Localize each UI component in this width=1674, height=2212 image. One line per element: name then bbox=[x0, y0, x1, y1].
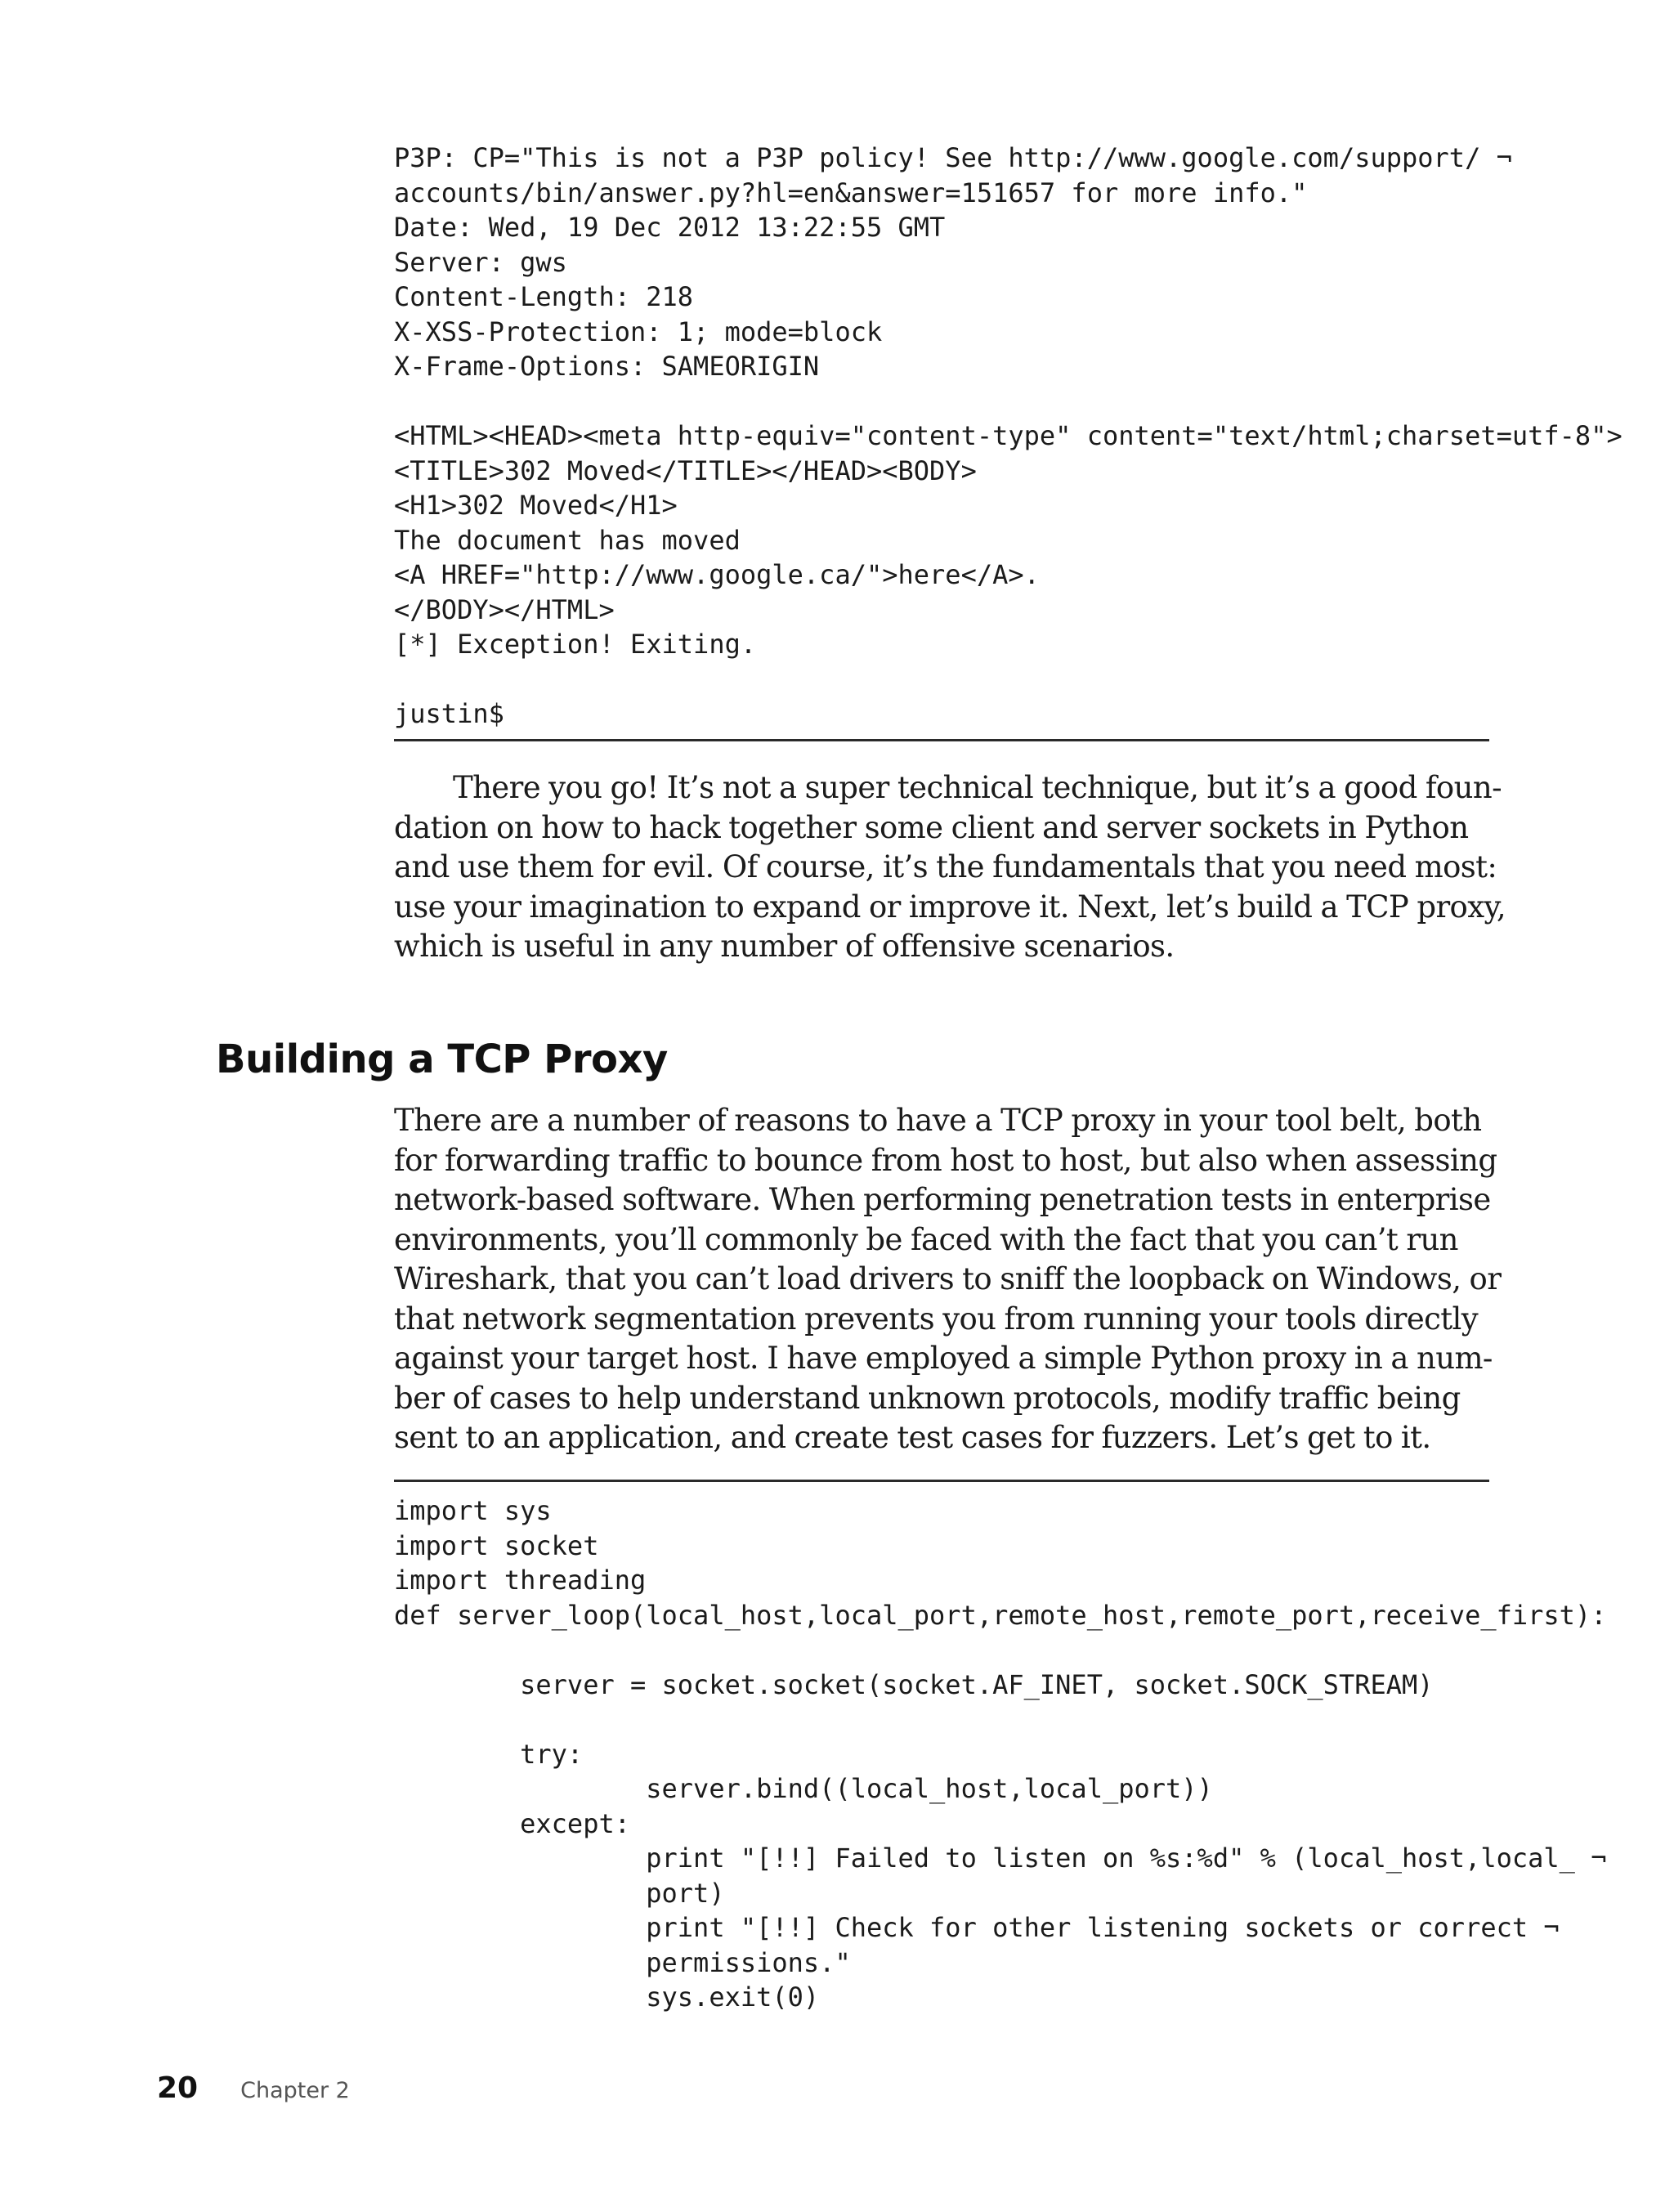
code-line: try: bbox=[394, 1738, 584, 1770]
paragraph-line: which is useful in any number of offensive scenarios. bbox=[394, 929, 1175, 964]
code-line: <A HREF="http://www.google.ca/">here</A>. bbox=[394, 559, 1040, 590]
paragraph-line: There are a number of reasons to have a TCP proxy in your tool belt, both bbox=[394, 1103, 1482, 1138]
code-line: Content-Length: 218 bbox=[394, 281, 694, 312]
paragraph-line: ber of cases to help understand unknown protocols, modify traffic being bbox=[394, 1380, 1461, 1416]
code-line: </BODY></HTML> bbox=[394, 593, 615, 625]
code-line: print "[!!] Check for other listening sockets or correct ¬ bbox=[394, 1912, 1560, 1943]
code-line: except: bbox=[394, 1807, 630, 1839]
code-line: [*] Exception! Exiting. bbox=[394, 629, 757, 660]
code-line: <TITLE>302 Moved</TITLE></HEAD><BODY> bbox=[394, 454, 977, 486]
code-line: server = socket.socket(socket.AF_INET, socket.SOCK_STREAM) bbox=[394, 1668, 1434, 1700]
code-line: server.bind((local_host,local_port)) bbox=[394, 1773, 1213, 1804]
section-heading: Building a TCP Proxy bbox=[216, 1037, 668, 1082]
paragraph-line: dation on how to hack together some client and server sockets in Python bbox=[394, 809, 1469, 845]
code-line: <H1>302 Moved</H1> bbox=[394, 490, 678, 521]
code-line: sys.exit(0) bbox=[394, 1981, 820, 2013]
code-line bbox=[394, 384, 1623, 419]
paragraph-line: There you go! It’s not a super technical technique, but it’s a good foun- bbox=[453, 770, 1502, 805]
body-paragraph bbox=[394, 1101, 1502, 1458]
code-line: X-Frame-Options: SAMEORIGIN bbox=[394, 351, 820, 382]
code-line bbox=[394, 1702, 1606, 1737]
paragraph-line: use your imagination to expand or improve it. Next, let’s build a TCP proxy, bbox=[394, 889, 1506, 925]
page-number: 20 bbox=[157, 2071, 199, 2105]
paragraph-line: network-based software. When performing penetration tests in enterprise bbox=[394, 1182, 1491, 1217]
code-line: justin$ bbox=[394, 698, 504, 729]
paragraph-line: for forwarding traffic to bounce from host to host, but also when assessing bbox=[394, 1142, 1497, 1178]
code-line: X-XSS-Protection: 1; mode=block bbox=[394, 316, 883, 347]
code-divider bbox=[394, 1480, 1489, 1482]
code-line: accounts/bin/answer.py?hl=en&answer=151657 for more info." bbox=[394, 177, 1308, 208]
code-line: <HTML><HEAD><meta http-equiv="content-type" content="text/html;charset=utf-8"> bbox=[394, 420, 1623, 451]
code-line bbox=[394, 662, 1623, 697]
paragraph-line: Wireshark, that you can’t load drivers to sniff the loopback on Windows, or bbox=[394, 1261, 1502, 1296]
body-paragraph bbox=[394, 768, 1506, 967]
paragraph-line: that network segmentation prevents you from running your tools directly bbox=[394, 1301, 1479, 1337]
terminal-output-block bbox=[394, 141, 1623, 732]
paragraph-line: environments, you’ll commonly be faced with the fact that you can’t run bbox=[394, 1221, 1458, 1257]
page-footer bbox=[157, 2071, 350, 2112]
code-line: import threading bbox=[394, 1565, 647, 1596]
code-divider bbox=[394, 739, 1489, 741]
code-line: import sys bbox=[394, 1495, 552, 1526]
code-line: Date: Wed, 19 Dec 2012 13:22:55 GMT bbox=[394, 212, 946, 243]
code-line: Server: gws bbox=[394, 246, 567, 278]
paragraph-line: against your target host. I have employed a simple Python proxy in a num- bbox=[394, 1341, 1493, 1376]
code-line: import socket bbox=[394, 1529, 599, 1561]
code-line: permissions." bbox=[394, 1946, 851, 1978]
code-line: P3P: CP="This is not a P3P policy! See http://www.google.com/support/ ¬ bbox=[394, 142, 1512, 173]
chapter-label: Chapter 2 bbox=[240, 2078, 350, 2103]
paragraph-line: sent to an application, and create test cases for fuzzers. Let’s get to it. bbox=[394, 1420, 1431, 1455]
code-line: def server_loop(local_host,local_port,remote_host,remote_port,receive_first): bbox=[394, 1599, 1607, 1631]
code-line: port) bbox=[394, 1877, 725, 1909]
code-line bbox=[394, 1632, 1606, 1668]
paragraph-line: and use them for evil. Of course, it’s the fundamentals that you need most: bbox=[394, 849, 1497, 884]
python-code-block bbox=[394, 1493, 1606, 2015]
code-line: The document has moved bbox=[394, 524, 741, 556]
code-line: print "[!!] Failed to listen on %s:%d" % (local_host,local_ ¬ bbox=[394, 1843, 1607, 1874]
